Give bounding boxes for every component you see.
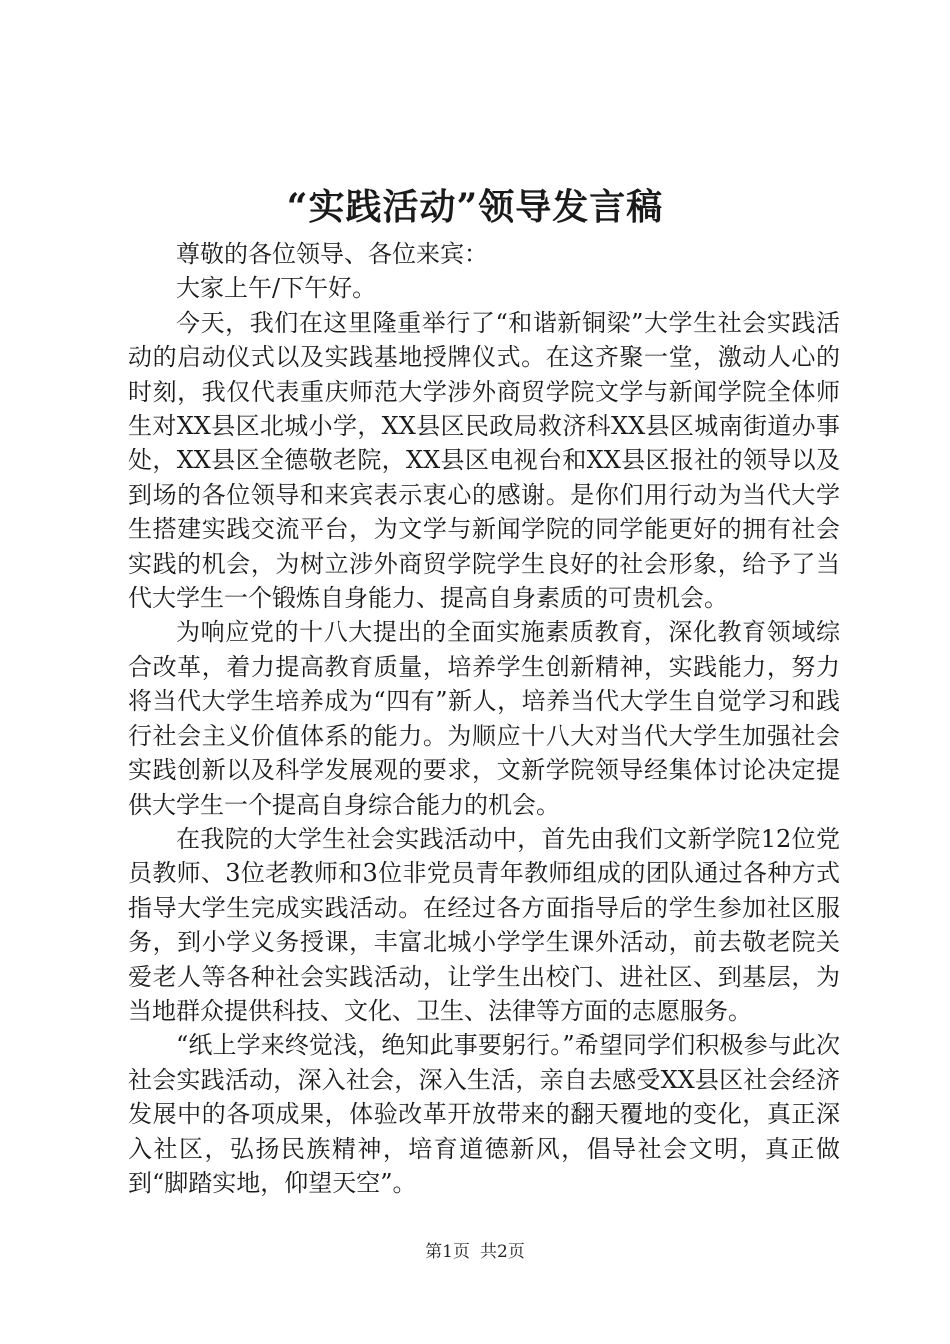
body-paragraph: “纸上学来终觉浅，绝知此事要躬行。”希望同学们积极参与此次社会实践活动，深入社会，深入生活，亲自去感受XX县区社会经济发展中的各项成果，体验改革开放带来的翻天覆地的变化，真正深入社区，弘扬民族精神，培育道德新风，倡导社会文明，真正做到“脚踏实地，仰望天空”。 — [128, 1031, 840, 1197]
document-title: “实践活动”领导发言稿 — [286, 186, 664, 228]
document-body — [128, 237, 840, 1200]
body-paragraph: 今天，我们在这里隆重举行了“和谐新铜梁”大学生社会实践活动的启动仪式以及实践基地授牌仪式。在这齐聚一堂，激动人心的时刻，我仅代表重庆师范大学涉外商贸学院文学与新闻学院全体师生对XX县区北城小学，XX县区民政局救济科XX县区城南街道办事处，XX县区全德敬老院，XX县区电视台和XX县区报社的领导以及到场的各位领导和来宾表示衷心的感谢。是你们用行动为当代大学生搭建实践交流平台，为文学与新闻学院的同学能更好的拥有社会实践的机会，为树立涉外商贸学院学生良好的社会形象，给予了当代大学生一个锻炼自身能力、提高自身素质的可贵机会。 — [128, 308, 840, 613]
page-footer — [0, 1240, 950, 1264]
greeting-paragraph: 大家上午/下午好。 — [176, 274, 377, 303]
page-number: 第1页 — [425, 1242, 470, 1262]
body-paragraph: 在我院的大学生社会实践活动中，首先由我们文新学院12位党员教师、3位老教师和3位非党员青年教师组成的团队通过各种方式指导大学生完成实践活动。在经过各方面指导后的学生参加社区服务，到小学义务授课，丰富北城小学学生课外活动，前去敬老院关爱老人等各种社会实践活动，让学生出校门、进社区、到基层，为当地群众提供科技、文化、卫生、法律等方面的志愿服务。 — [128, 824, 840, 1025]
body-paragraph: 为响应党的十八大提出的全面实施素质教育，深化教育领域综合改革，着力提高教育质量，培养学生创新精神，实践能力，努力将当代大学生培养成为“四有”新人，培养当代大学生自觉学习和践行社会主义价值体系的能力。为顺应十八大对当代大学生加强社会实践创新以及科学发展观的要求，文新学院领导经集体讨论决定提供大学生一个提高自身综合能力的机会。 — [128, 618, 840, 819]
salutation-paragraph: 尊敬的各位领导、各位来宾： — [176, 240, 488, 268]
page-total: 共2页 — [480, 1242, 525, 1262]
